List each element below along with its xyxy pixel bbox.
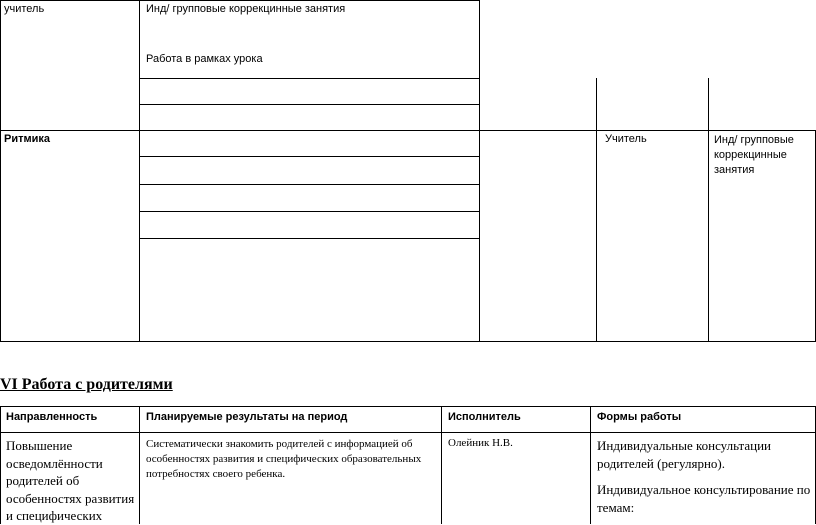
table-line xyxy=(139,211,479,212)
table-line xyxy=(0,341,816,342)
header-direction: Направленность xyxy=(6,411,98,423)
table-line xyxy=(479,0,480,342)
cell-lesson-work: Работа в рамках урока xyxy=(146,53,263,65)
cell-direction: Повышение осведомлённости родителей об особенностях развития и специфических xyxy=(6,438,135,523)
header-planned-results: Планируемые результаты на период xyxy=(146,411,348,423)
table-line xyxy=(139,156,479,157)
table-line xyxy=(139,78,479,79)
table-line xyxy=(0,0,1,342)
table-line xyxy=(0,432,816,433)
table-line xyxy=(139,406,140,524)
table-line xyxy=(139,104,479,105)
cell-rhythmics: Ритмика xyxy=(4,133,51,145)
cell-teacher: учитель xyxy=(4,3,45,15)
cell-forms-1: Индивидуальные консультации родителей (регулярно). xyxy=(597,438,772,471)
table-line xyxy=(0,130,816,131)
cell-teacher-2: Учитель xyxy=(605,133,647,145)
header-forms: Формы работы xyxy=(597,411,682,423)
cell-executor: Олейник Н.В. xyxy=(448,437,513,449)
cell-results: Систематически знакомить родителей с информацией об особенностях развития и специфических образовательных потребностях своего ребенка. xyxy=(146,438,422,480)
table-line xyxy=(0,406,816,407)
table-line xyxy=(0,0,479,1)
table-line xyxy=(139,238,479,239)
table-line xyxy=(139,0,140,342)
table-line xyxy=(590,406,591,524)
table-line xyxy=(0,406,1,524)
header-executor: Исполнитель xyxy=(448,411,521,423)
table-line xyxy=(441,406,442,524)
cell-sessions-2: Инд/ групповые коррекцинные занятия xyxy=(714,134,794,176)
table-line xyxy=(139,184,479,185)
section-title: VI Работа с родителями xyxy=(0,376,173,393)
cell-sessions: Инд/ групповые коррекцинные занятия xyxy=(146,3,346,15)
cell-forms-2: Индивидуальное консультирование по темам: xyxy=(597,482,811,515)
table-line xyxy=(596,78,597,342)
table-line xyxy=(708,78,709,342)
